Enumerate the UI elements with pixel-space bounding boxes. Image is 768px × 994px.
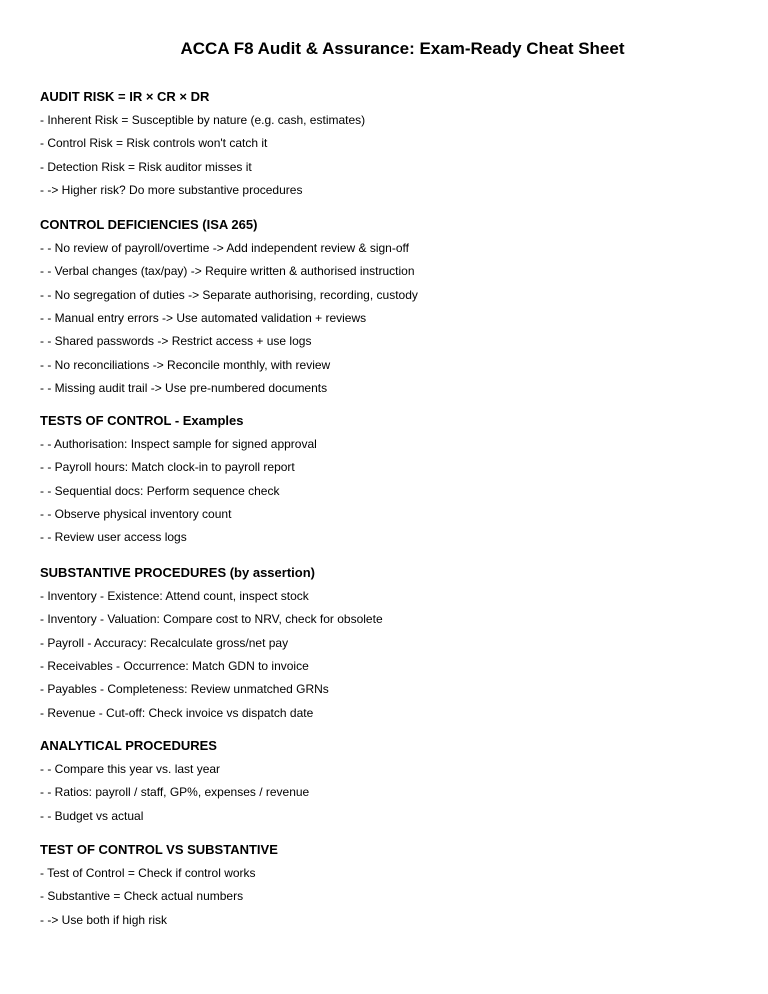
list-item: - - Compare this year vs. last year [40,762,221,776]
list-item: - - Review user access logs [40,530,187,545]
list-item: - -> Use both if high risk [40,912,168,927]
list-item: - Substantive = Check actual numbers [40,889,244,904]
list-item: - - Authorisation: Inspect sample for signed approval [40,437,317,451]
section-control-deficiencies [40,217,740,403]
section-tests-of-control [40,413,740,553]
list-item: - - Budget vs actual [40,808,144,823]
section-heading: TESTS OF CONTROL - Examples [40,413,244,428]
list-item: - Detection Risk = Risk auditor misses it [40,159,252,174]
bullet-list [40,429,740,545]
list-item: - Test of Control = Check if control works [40,866,256,880]
section-audit-risk [40,89,740,205]
list-item: - - Payroll hours: Match clock-in to payroll report [40,460,295,475]
list-item: - - Verbal changes (tax/pay) -> Require written & authorised instruction [40,264,415,279]
list-item: - Receivables - Occurrence: Match GDN to invoice [40,659,309,674]
bullet-list [40,754,740,824]
list-item: - Inventory - Existence: Attend count, inspect stock [40,589,309,603]
list-item: - Inherent Risk = Susceptible by nature (e.g. cash, estimates) [40,113,366,127]
section-toc-vs-substantive [40,842,740,935]
list-item: - Revenue - Cut-off: Check invoice vs dispatch date [40,705,314,720]
list-item: - - Missing audit trail -> Use pre-numbered documents [40,381,328,396]
list-item: - Payroll - Accuracy: Recalculate gross/net pay [40,635,289,650]
bullet-list [40,233,740,396]
list-item: - - Shared passwords -> Restrict access + use logs [40,334,312,349]
list-item: - -> Higher risk? Do more substantive procedures [40,183,303,198]
list-item: - - Observe physical inventory count [40,507,232,522]
bullet-list [40,581,740,721]
section-heading: SUBSTANTIVE PROCEDURES (by assertion) [40,565,315,580]
list-item: - - Sequential docs: Perform sequence check [40,483,280,498]
section-heading: CONTROL DEFICIENCIES (ISA 265) [40,217,258,232]
list-item: - Control Risk = Risk controls won't catch it [40,136,268,151]
list-item: - - No review of payroll/overtime -> Add independent review & sign-off [40,241,409,255]
page-title: ACCA F8 Audit & Assurance: Exam-Ready Cheat Sheet [180,39,625,58]
section-heading: TEST OF CONTROL VS SUBSTANTIVE [40,842,278,857]
list-item: - - No reconciliations -> Reconcile monthly, with review [40,357,331,372]
section-heading: AUDIT RISK = IR × CR × DR [40,89,210,104]
bullet-list [40,105,740,198]
list-item: - - No segregation of duties -> Separate authorising, recording, custody [40,287,418,302]
bullet-list [40,858,740,928]
section-substantive-procedures [40,565,740,728]
list-item: - Inventory - Valuation: Compare cost to NRV, check for obsolete [40,612,383,627]
section-heading: ANALYTICAL PROCEDURES [40,738,217,753]
list-item: - - Ratios: payroll / staff, GP%, expenses / revenue [40,785,310,800]
list-item: - Payables - Completeness: Review unmatched GRNs [40,682,329,697]
section-analytical-procedures [40,738,740,831]
list-item: - - Manual entry errors -> Use automated validation + reviews [40,311,367,326]
